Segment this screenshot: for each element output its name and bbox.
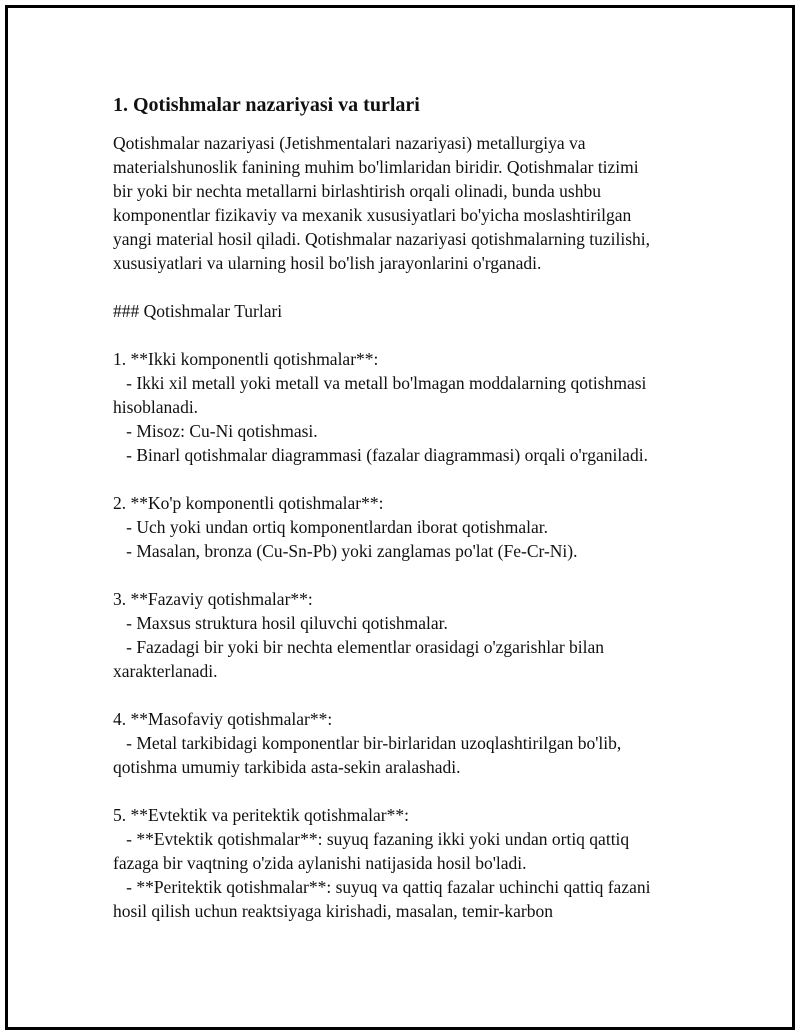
- text-line: 3. **Fazaviy qotishmalar**:: [113, 589, 313, 609]
- blank-line: [113, 563, 693, 587]
- blank-line: [113, 467, 693, 491]
- text-line: yangi material hosil qiladi. Qotishmalar nazariyasi qotishmalarning tuzilishi,: [113, 229, 651, 249]
- text-line: hosil qilish uchun reaktsiyaga kirishadi, masalan, temir-karbon: [113, 901, 553, 921]
- text-line: - Maxsus struktura hosil qiluvchi qotishmalar.: [113, 613, 448, 633]
- text-line: xarakterlanadi.: [113, 661, 218, 681]
- text-line: bir yoki bir nechta metallarni birlashtirish orqali olinadi, bunda ushbu: [113, 181, 601, 201]
- text-line: ### Qotishmalar Turlari: [113, 301, 283, 321]
- text-line: komponentlar fizikaviy va mexanik xususiyatlari bo'yicha moslashtirilgan: [113, 205, 632, 225]
- text-line: - Metal tarkibidagi komponentlar bir-birlaridan uzoqlashtirilgan bo'lib,: [113, 733, 622, 753]
- text-line: - Masalan, bronza (Cu-Sn-Pb) yoki zanglamas po'lat (Fe-Cr-Ni).: [113, 541, 578, 561]
- text-line: xususiyatlari va ularning hosil bo'lish jarayonlarini o'rganadi.: [113, 253, 542, 273]
- text-line: 2. **Ko'p komponentli qotishmalar**:: [113, 493, 384, 513]
- blank-line: [113, 323, 693, 347]
- text-line: hisoblanadi.: [113, 397, 199, 417]
- text-line: qotishma umumiy tarkibida asta-sekin aralashadi.: [113, 757, 461, 777]
- text-line: - Binarl qotishmalar diagrammasi (fazalar diagrammasi) orqali o'rganiladi.: [113, 445, 648, 465]
- text-line: 4. **Masofaviy qotishmalar**:: [113, 709, 333, 729]
- document-text: [113, 131, 693, 923]
- text-line: Qotishmalar nazariyasi (Jetishmentalari nazariyasi) metallurgiya va: [113, 133, 586, 153]
- text-line: - Misoz: Cu-Ni qotishmasi.: [113, 421, 318, 441]
- text-line: 1. **Ikki komponentli qotishmalar**:: [113, 349, 379, 369]
- text-line: fazaga bir vaqtning o'zida aylanishi natijasida hosil bo'ladi.: [113, 853, 527, 873]
- text-line: - Uch yoki undan ortiq komponentlardan iborat qotishmalar.: [113, 517, 548, 537]
- text-line: - Fazadagi bir yoki bir nechta elementlar orasidagi o'zgarishlar bilan: [113, 637, 605, 657]
- text-line: - **Evtektik qotishmalar**: suyuq fazaning ikki yoki undan ortiq qattiq: [113, 829, 630, 849]
- text-line: 5. **Evtektik va peritektik qotishmalar**:: [113, 805, 409, 825]
- document-body: [113, 91, 693, 923]
- text-line: materialshunoslik fanining muhim bo'limlaridan biridir. Qotishmalar tizimi: [113, 157, 639, 177]
- blank-line: [113, 779, 693, 803]
- blank-line: [113, 683, 693, 707]
- text-line: - Ikki xil metall yoki metall va metall bo'lmagan moddalarning qotishmasi: [113, 373, 647, 393]
- document-title: 1. Qotishmalar nazariyasi va turlari: [113, 94, 420, 116]
- blank-line: [113, 275, 693, 299]
- text-line: - **Peritektik qotishmalar**: suyuq va qattiq fazalar uchinchi qattiq fazani: [113, 877, 651, 897]
